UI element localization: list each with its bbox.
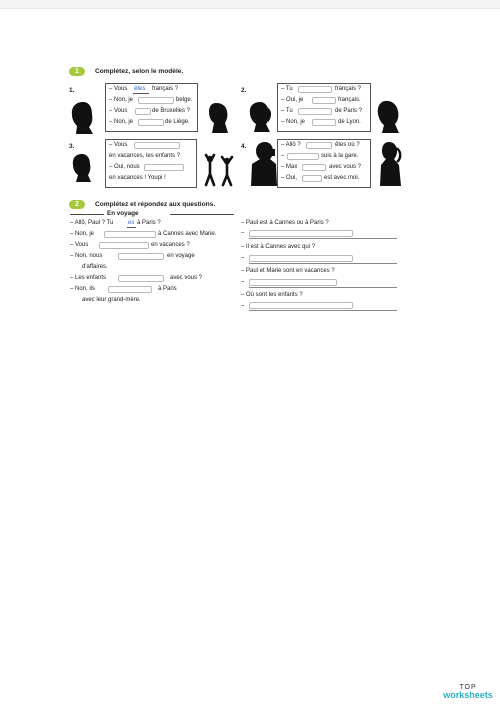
q4-line3-end: avec vous ? [329,164,362,170]
exercise-2-badge: 2 [69,200,85,209]
voyage-example-answer: es [128,220,135,226]
q4-line2-end: suis à la gare. [321,153,359,159]
q1-answer-input-4[interactable] [138,119,164,126]
q3-line1-start: – Vous [109,142,128,148]
question-1: – Paul est à Cannes ou à Paris ? [241,220,329,226]
q2-answer-input-4[interactable] [312,119,336,126]
q1-number: 1. [69,87,75,94]
voyage-answer-input-2[interactable] [104,231,156,238]
q1-line4-start: – Non, je [109,119,134,125]
voyage-answer-input-6[interactable] [118,275,164,282]
girl-head-silhouette [246,100,272,134]
top-bar [0,0,500,9]
q4-number: 4. [241,143,247,150]
q1-answer-input-3[interactable] [135,108,151,115]
voyage-example-underline [127,227,136,228]
voyage-answer-input-7[interactable] [108,286,152,293]
q4-line4-start: – Oui, [281,175,298,181]
q4-line1-end: êtes où ? [335,142,360,148]
q4-line4-end: est avec moi. [324,175,360,181]
q1-answer-input-2[interactable] [138,97,174,104]
question-2: – Il est à Cannes avec qui ? [241,244,316,250]
q1-line3-start: – Vous [109,108,128,114]
voyage-line7-start: – Non, ils [70,286,96,292]
voyage-line6-start: – Les enfants [70,275,107,281]
voyage-line1-start: – Allô, Paul ? Tu [70,220,114,226]
question-4-answer-line [249,310,397,311]
voyage-rule-left [70,214,104,215]
voyage-line1-end: à Paris ? [137,220,161,226]
q1-example-answer: êtes [134,86,146,92]
question-2-dash: – [241,255,245,261]
q2-line3-end: de Paris ? [335,108,363,114]
voyage-line6-end: avec vous ? [170,275,203,281]
voyage-line8: avec leur grand-mère. [82,297,141,303]
question-3-dash: – [241,279,245,285]
exercise-1-title: Complétez, selon le modèle. [95,68,184,75]
question-3: – Paul et Marie sont en vacances ? [241,268,335,274]
q2-answer-input-3[interactable] [298,108,332,115]
woman-profile-silhouette [375,99,401,135]
voyage-line4-end: en voyage [167,253,195,259]
q4-line1-start: – Allô ? [281,142,301,148]
q2-line1-start: – Tu [281,86,293,92]
q2-line1-end: français ? [335,86,362,92]
question-3-answer-line [249,287,397,288]
q3-line2: en vacances, les enfants ? [109,153,181,159]
exercise-2-title: Complétez et répondez aux questions. [95,201,216,208]
voyage-line7-end: à Paris [158,286,177,292]
question-4-answer-input[interactable] [249,302,353,309]
logo-top-text: TOP [459,684,477,691]
q1-line1-start: – Vous [109,86,128,92]
question-4: – Où sont les enfants ? [241,292,303,298]
q1-line3-end: de Bruxelles ? [152,108,191,114]
q4-line3-start: – Max [281,164,298,170]
voyage-line2-start: – Non, je [70,231,95,237]
question-1-answer-line [249,238,397,239]
q2-line4-end: de Lyon. [338,119,361,125]
q4-answer-input-3[interactable] [302,164,326,171]
voyage-line4-start: – Non, nous [70,253,103,259]
q1-line2-start: – Non, je [109,97,134,103]
voyage-line3-end: en vacances ? [151,242,190,248]
logo-brand-text: worksheets [443,690,493,700]
q1-example-underline [133,93,149,94]
voyage-rule-right [170,214,234,215]
topworksheets-logo[interactable] [437,684,499,700]
question-2-answer-line [249,263,397,264]
woman-head-silhouette [67,100,97,136]
q4-answer-input-4[interactable] [302,175,322,182]
question-4-dash: – [241,303,245,309]
woman-phone-silhouette [377,140,403,188]
children-jumping-silhouette [201,153,237,187]
q4-answer-input-1[interactable] [306,142,332,149]
question-2-answer-input[interactable] [249,255,353,262]
voyage-line5: d'affaires. [82,264,108,270]
exercise-1-badge: 1 [69,67,85,76]
q3-number: 3. [69,143,75,150]
q3-line3-start: – Oui, nous [109,164,140,170]
q3-answer-input-2[interactable] [144,164,184,171]
question-3-answer-input[interactable] [249,279,337,286]
q4-answer-input-2[interactable] [287,153,319,160]
q1-line4-end: de Liège. [165,119,190,125]
q3-answer-input-1[interactable] [134,142,180,149]
question-1-dash: – [241,230,245,236]
voyage-line3-start: – Vous [70,242,89,248]
man-head-silhouette [206,101,230,135]
q2-answer-input-2[interactable] [312,97,336,104]
voyage-line2-end: à Cannes avec Marie. [158,231,217,237]
voyage-subtitle: En voyage [107,210,139,217]
q1-line1-end: français ? [152,86,179,92]
q2-number: 2. [241,87,247,94]
q4-line2-start: – [281,153,285,159]
man-phone-silhouette [249,140,279,188]
q2-line4-start: – Non, je [281,119,306,125]
q3-line4: en vacances ! Youpi ! [109,175,166,181]
voyage-answer-input-3[interactable] [99,242,149,249]
woman-head-silhouette-2 [69,152,93,184]
question-1-answer-input[interactable] [249,230,353,237]
q2-answer-input-1[interactable] [298,86,332,93]
q2-line2-end: français. [338,97,361,103]
q2-line2-start: – Oui, je [281,97,304,103]
q1-line2-end: belge. [176,97,193,103]
q2-line3-start: – Tu [281,108,293,114]
voyage-answer-input-4[interactable] [118,253,164,260]
